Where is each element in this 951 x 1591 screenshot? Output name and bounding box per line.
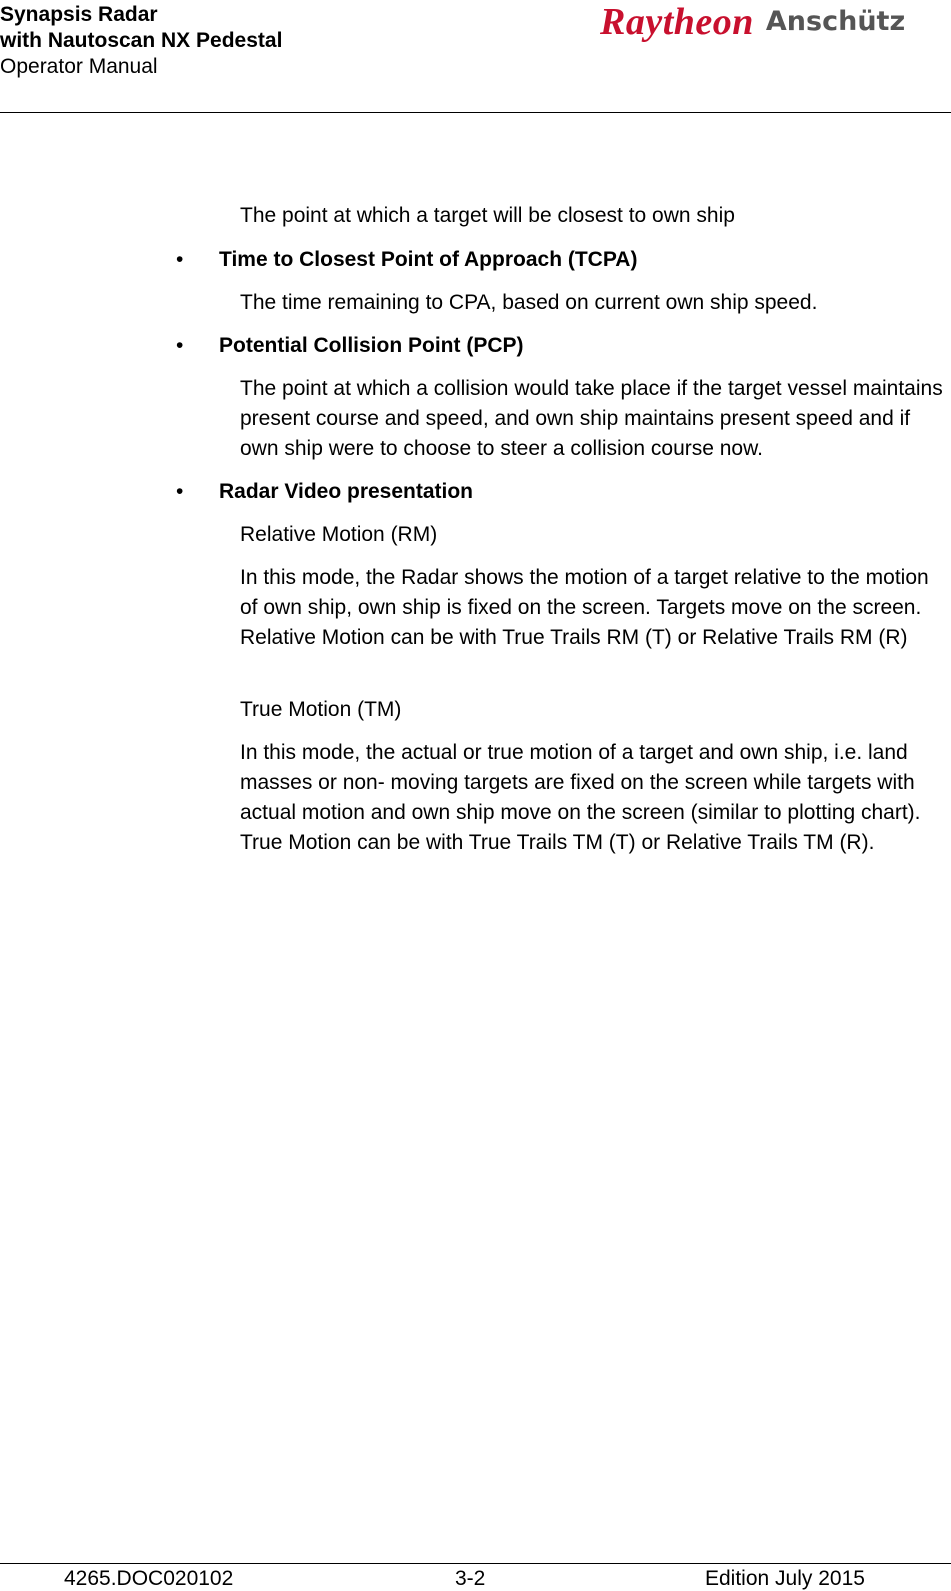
- document-subtitle: Operator Manual: [0, 55, 158, 78]
- bullet-icon: •: [176, 248, 184, 271]
- bullet-icon: •: [176, 334, 184, 357]
- radar-video-heading: Radar Video presentation: [219, 480, 474, 503]
- relative-motion-heading: Relative Motion (RM): [240, 523, 438, 546]
- tcpa-heading: Time to Closest Point of Approach (TCPA): [219, 248, 638, 271]
- document-title-line1: Synapsis Radar: [0, 3, 158, 26]
- pcp-description: The point at which a collision would take place if the target vessel maintains present course and speed, and own ship maintains present speed and if own ship were to choose to steer a collision course now.: [240, 377, 943, 460]
- relative-motion-description: In this mode, the Radar shows the motion of a target relative to the motion of own ship, own ship is fixed on the screen. Targets move on the screen. Relative Motion can be with True Trails RM (T) or Relative Trails RM (R): [240, 566, 929, 649]
- document-header: [0, 2, 282, 80]
- company-logo: [600, 0, 905, 44]
- page-number: 3-2: [455, 1567, 486, 1590]
- logo-anschutz: Anschütz: [765, 6, 906, 37]
- true-motion-heading: True Motion (TM): [240, 698, 402, 721]
- tcpa-description: The time remaining to CPA, based on current own ship speed.: [240, 291, 818, 314]
- bullet-icon: •: [176, 480, 184, 503]
- pcp-heading: Potential Collision Point (PCP): [219, 334, 524, 357]
- true-motion-description: In this mode, the actual or true motion of a target and own ship, i.e. land masses or non- moving targets are fixed on the screen while targets with actual motion and own ship move on the screen (similar to plotting chart). True Motion can be with True Trails TM (T) or Relative Trails TM (R).: [240, 741, 921, 854]
- document-title-line2: with Nautoscan NX Pedestal: [0, 29, 283, 52]
- cpa-description: The point at which a target will be closest to own ship: [240, 204, 735, 227]
- logo-raytheon: Raytheon: [600, 1, 754, 43]
- footer-divider: [0, 1563, 951, 1564]
- document-number: 4265.DOC020102: [64, 1567, 234, 1590]
- header-divider: [0, 112, 951, 113]
- edition-date: Edition July 2015: [705, 1567, 865, 1590]
